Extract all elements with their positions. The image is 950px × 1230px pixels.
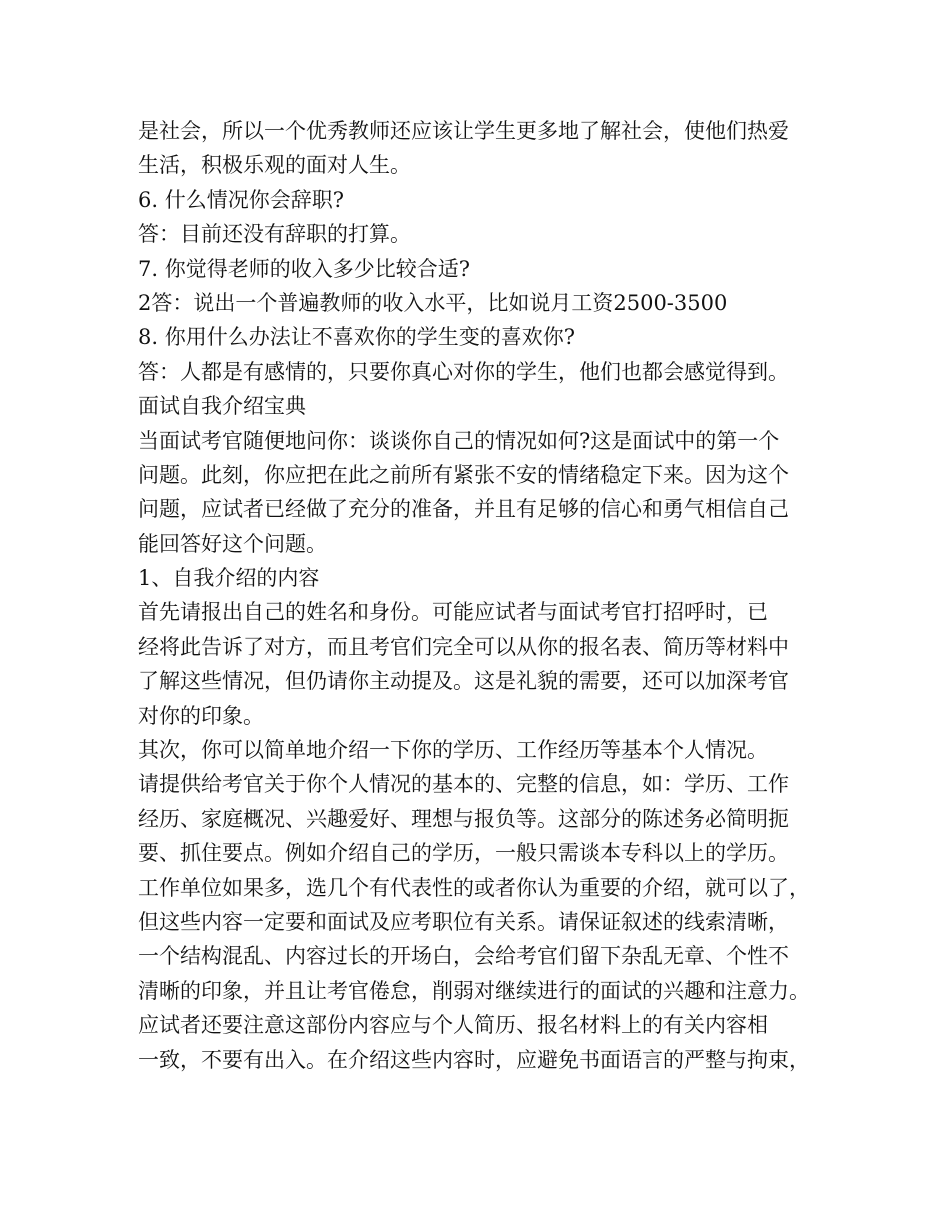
text-line: 经将此告诉了对方，而且考官们完全可以从你的报名表、简历等材料中	[138, 634, 789, 659]
section-title: 面试自我介绍宝典	[138, 394, 306, 419]
question-heading: 8. 你用什么办法让不喜欢你的学生变的喜欢你?	[138, 325, 575, 350]
text-line: 了解这些情况，但仍请你主动提及。这是礼貌的需要，还可以加深考官	[138, 669, 789, 694]
text-line: 是社会，所以一个优秀教师还应该让学生更多地了解社会，使他们热爱	[138, 119, 789, 143]
text-line: 工作单位如果多，选几个有代表性的或者你认为重要的介绍，就可以了，	[138, 875, 810, 900]
text-line: 当面试考官随便地问你：谈谈你自己的情况如何?这是面试中的第一个	[138, 428, 780, 453]
subsection-title: 1、自我介绍的内容	[138, 566, 320, 591]
question-heading: 7. 你觉得老师的收入多少比较合适?	[138, 256, 470, 281]
document-body	[138, 114, 828, 1077]
text-line: 能回答好这个问题。	[138, 531, 327, 556]
text-line: 一个结构混乱、内容过长的开场白，会给考官们留下杂乱无章、个性不	[138, 944, 789, 969]
text-line: 首先请报出自己的姓名和身份。可能应试者与面试考官打招呼时，已	[138, 600, 768, 625]
text-line: 应试者还要注意这部份内容应与个人简历、报名材料上的有关内容相	[138, 1013, 768, 1038]
answer-line: 2答：说出一个普遍教师的收入水平，比如说月工资2500-3500	[138, 290, 728, 315]
text-line: 问题。此刻，你应把在此之前所有紧张不安的情绪稳定下来。因为这个	[138, 462, 789, 487]
text-line: 但这些内容一定要和面试及应考职位有关系。请保证叙述的线索清晰，	[138, 909, 789, 934]
text-line: 其次，你可以简单地介绍一下你的学历、工作经历等基本个人情况。	[138, 738, 768, 763]
answer-line: 答：目前还没有辞职的打算。	[138, 222, 411, 247]
text-line: 问题，应试者已经做了充分的准备，并且有足够的信心和勇气相信自己	[138, 497, 789, 522]
question-heading: 6. 什么情况你会辞职?	[138, 187, 344, 212]
text-line: 一致，不要有出入。在介绍这些内容时，应避免书面语言的严整与拘束，	[138, 1047, 810, 1072]
text-line: 对你的印象。	[138, 703, 264, 728]
answer-line: 答：人都是有感情的，只要你真心对你的学生，他们也都会感觉得到。	[138, 359, 789, 384]
text-line: 生活，积极乐观的面对人生。	[138, 153, 411, 178]
text-line: 请提供给考官关于你个人情况的基本的、完整的信息，如：学历、工作	[138, 772, 789, 797]
text-line: 经历、家庭概况、兴趣爱好、理想与报负等。这部分的陈述务必简明扼	[138, 806, 789, 831]
text-line: 清晰的印象，并且让考官倦怠，削弱对继续进行的面试的兴趣和注意力。	[138, 978, 810, 1003]
text-line: 要、抓住要点。例如介绍自己的学历，一般只需谈本专科以上的学历。	[138, 841, 789, 866]
